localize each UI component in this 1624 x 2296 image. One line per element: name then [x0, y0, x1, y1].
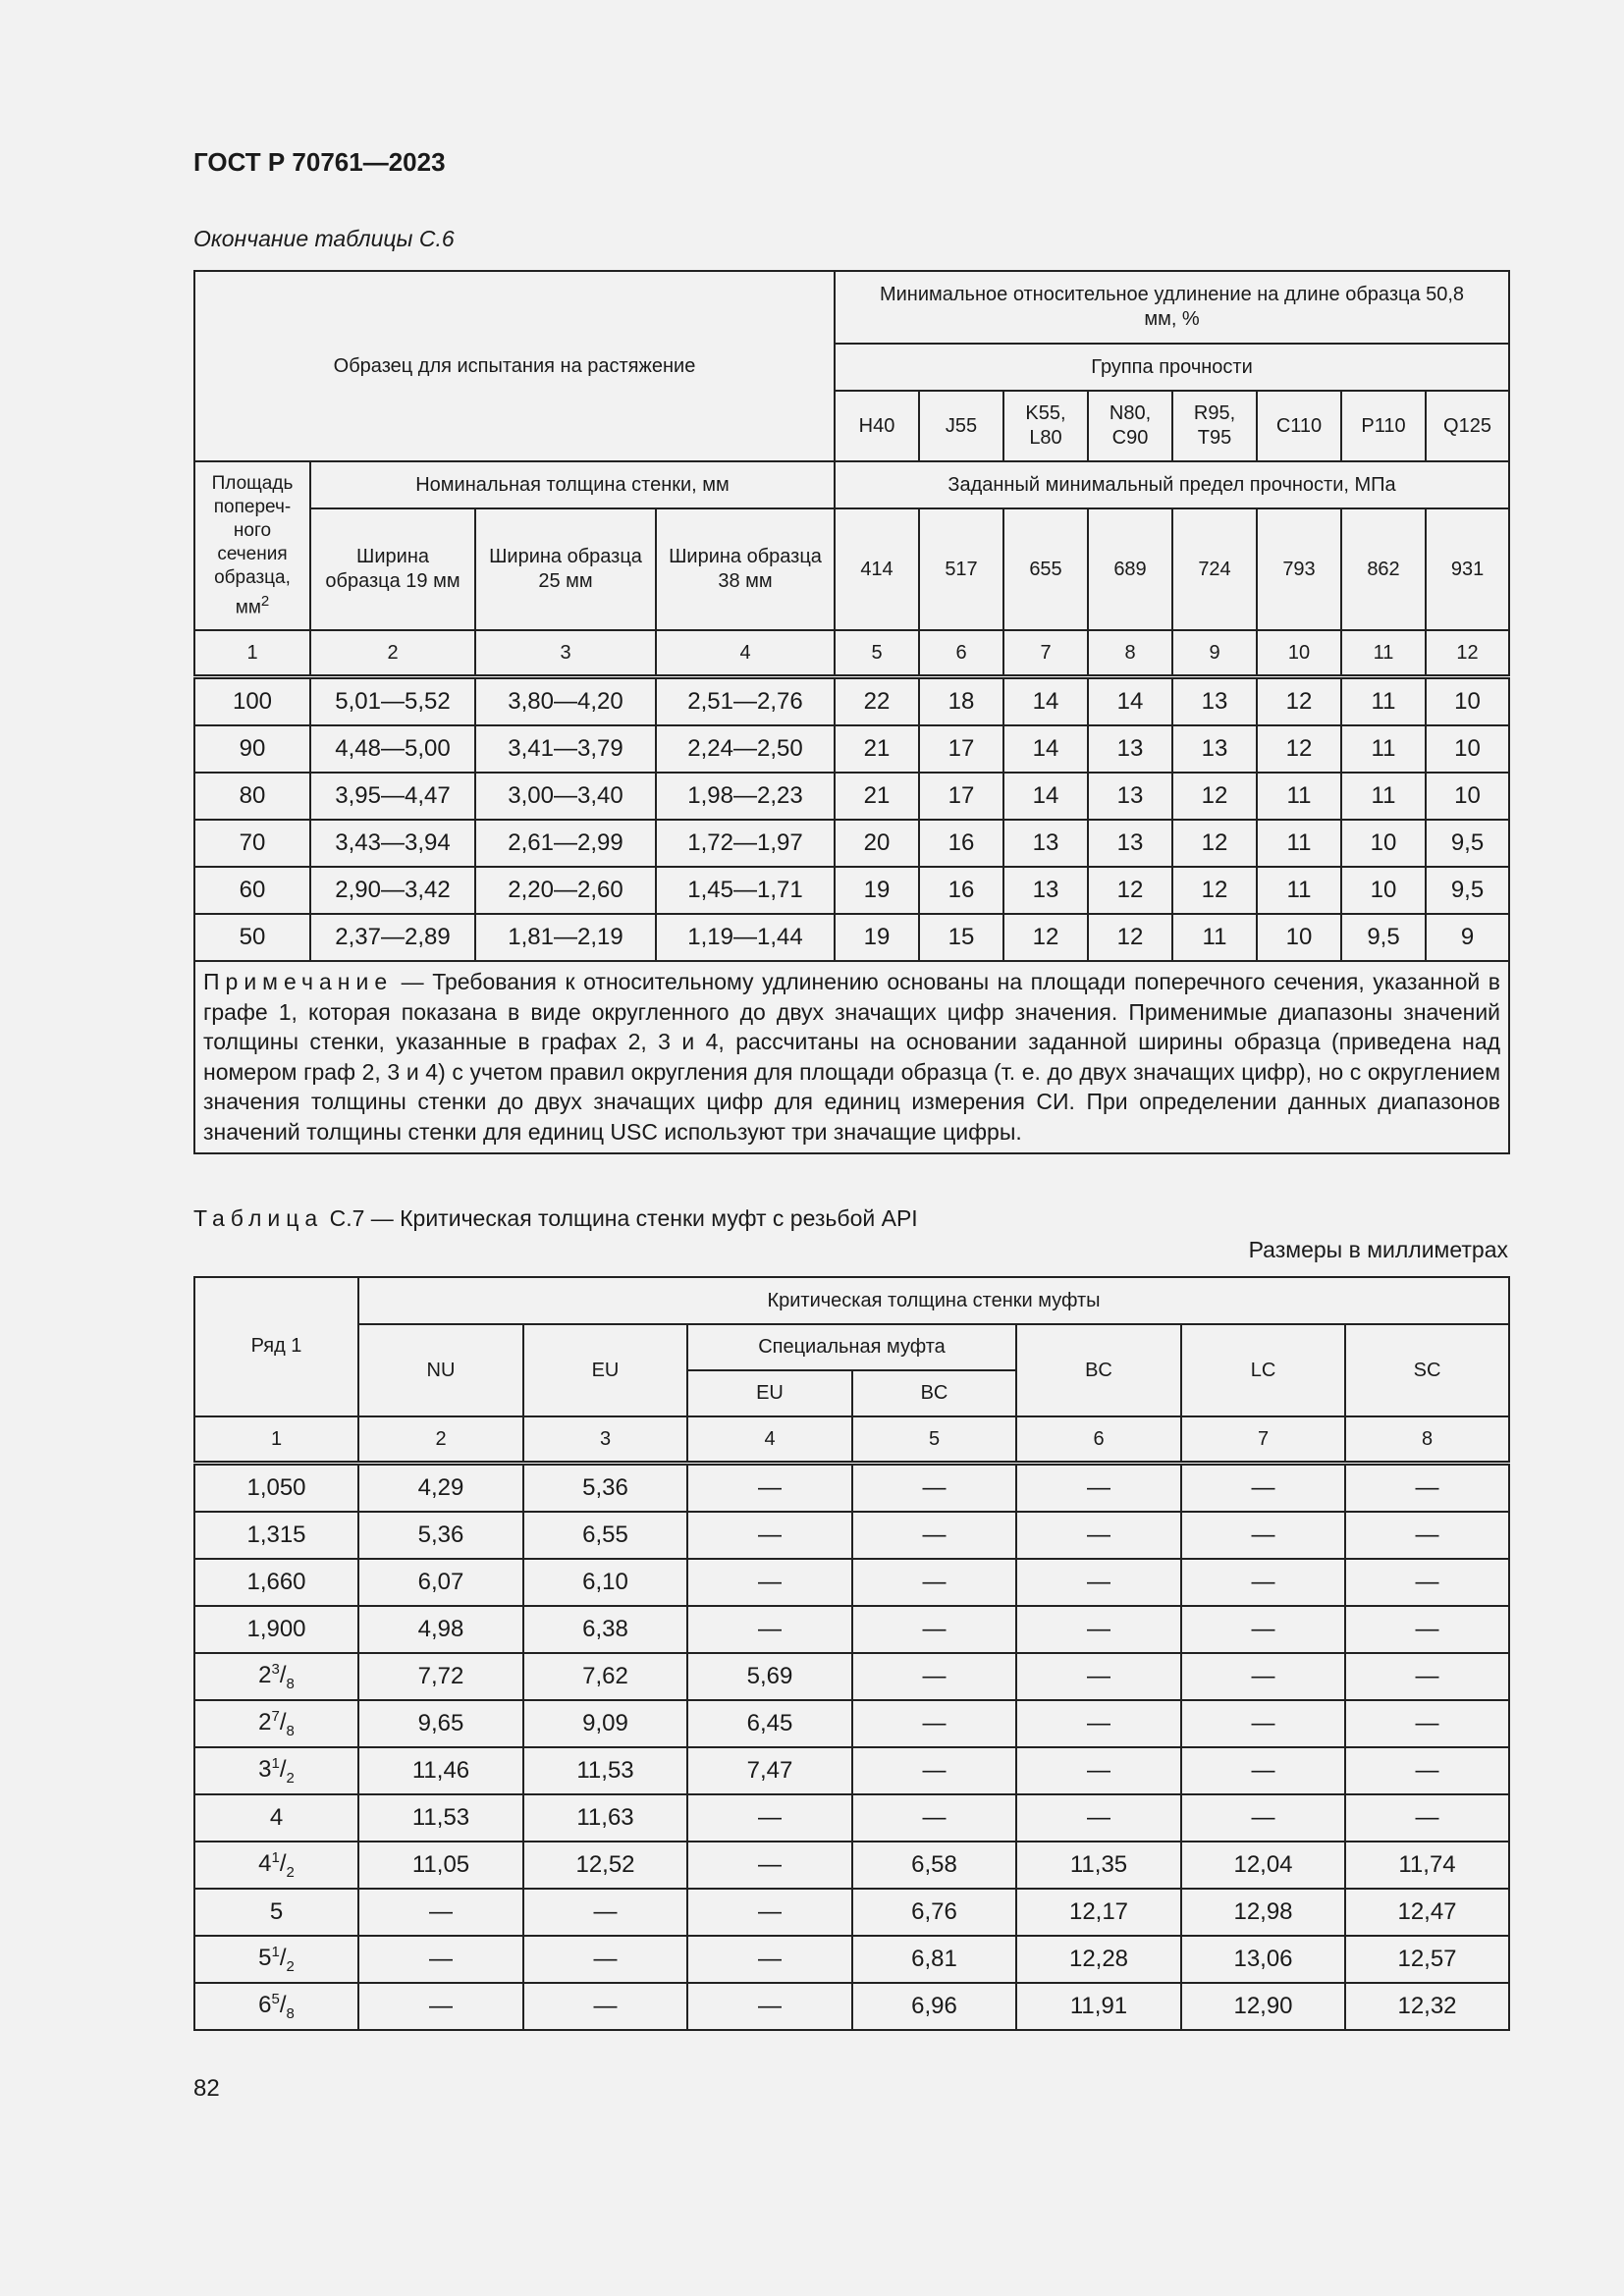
- table-cell: 3,80—4,20: [475, 677, 656, 726]
- header-row-size: Ряд 1: [194, 1277, 358, 1416]
- table-cell: —: [1181, 1606, 1345, 1653]
- group-cell: P110: [1341, 391, 1426, 461]
- table-cell: 13: [1088, 773, 1172, 820]
- header-lc: LC: [1181, 1324, 1345, 1416]
- table-cell: —: [687, 1512, 852, 1559]
- header-thickness: Номинальная толщина стенки, мм: [310, 461, 835, 508]
- tensile-cell: 655: [1003, 508, 1088, 630]
- column-number: 7: [1181, 1416, 1345, 1464]
- table-cell: —: [1016, 1559, 1181, 1606]
- table-cell: 100: [194, 677, 310, 726]
- table-cell: —: [1181, 1653, 1345, 1700]
- header-elongation: Минимальное относительное удлинение на длине образца 50,8 мм, %: [835, 271, 1509, 344]
- pipe-size-cell: [194, 1889, 358, 1936]
- size-numerator: 1: [271, 1849, 280, 1867]
- table-cell: 5,36: [523, 1464, 687, 1513]
- pipe-size-cell: $4^1/_2$: [194, 1842, 358, 1889]
- table-cell: —: [1345, 1653, 1509, 1700]
- table-cell: —: [1345, 1559, 1509, 1606]
- header-nu: NU: [358, 1324, 523, 1416]
- table-cell: 11,53: [523, 1747, 687, 1794]
- table-cell: 3,00—3,40: [475, 773, 656, 820]
- size-whole: 1,660: [246, 1569, 306, 1595]
- table-cell: 90: [194, 725, 310, 773]
- header-tensile: Заданный минимальный предел прочности, МПа: [835, 461, 1509, 508]
- table-row: [194, 1842, 1509, 1889]
- table-cell: 12,17: [1016, 1889, 1181, 1936]
- table-row: [194, 1747, 1509, 1794]
- table-cell: 2,61—2,99: [475, 820, 656, 867]
- table-cell: 12,52: [523, 1842, 687, 1889]
- table-cell: 6,81: [852, 1936, 1016, 1983]
- column-number: 1: [194, 1416, 358, 1464]
- size-denominator: 8: [286, 2004, 295, 2022]
- table-c7: [193, 1276, 1510, 2031]
- table-cell: —: [1345, 1794, 1509, 1842]
- table-cell: 9: [1426, 914, 1509, 961]
- column-number: 12: [1426, 630, 1509, 677]
- table-cell: —: [1345, 1512, 1509, 1559]
- table-cell: —: [358, 1889, 523, 1936]
- table-cell: 11,46: [358, 1747, 523, 1794]
- pipe-size-cell: $3^1/_2$: [194, 1747, 358, 1794]
- table-row: [194, 1464, 1509, 1513]
- table-cell: 20: [835, 820, 919, 867]
- column-number: 8: [1345, 1416, 1509, 1464]
- size-whole: 4: [258, 1850, 272, 1878]
- table-cell: 12: [1088, 867, 1172, 914]
- size-numerator: 1: [271, 1944, 280, 1961]
- size-denominator: 2: [286, 1957, 295, 1975]
- table-cell: 2,20—2,60: [475, 867, 656, 914]
- table-cell: —: [852, 1653, 1016, 1700]
- table-cell: 9,5: [1426, 820, 1509, 867]
- pipe-size-cell: $2^7/_8$: [194, 1700, 358, 1747]
- table-cell: 3,41—3,79: [475, 725, 656, 773]
- tensile-cell: 724: [1172, 508, 1257, 630]
- pipe-size-cell: $6^5/_8$: [194, 1983, 358, 2030]
- table-row: [194, 867, 1509, 914]
- table-cell: —: [852, 1747, 1016, 1794]
- table-c7-units: Размеры в миллиметрах: [1248, 1237, 1508, 1262]
- table-cell: —: [1181, 1747, 1345, 1794]
- tensile-cell: 931: [1426, 508, 1509, 630]
- table-cell: 1,72—1,97: [656, 820, 835, 867]
- header-special-bc: BC: [852, 1370, 1016, 1416]
- table-cell: 11: [1341, 677, 1426, 726]
- table-cell: 9,5: [1426, 867, 1509, 914]
- table-cell: 10: [1341, 867, 1426, 914]
- table-cell: 11,63: [523, 1794, 687, 1842]
- table-cell: —: [687, 1842, 852, 1889]
- column-number: 9: [1172, 630, 1257, 677]
- table-cell: —: [1016, 1653, 1181, 1700]
- table-row: [194, 1983, 1509, 2030]
- table-cell: —: [852, 1512, 1016, 1559]
- table-cell: 80: [194, 773, 310, 820]
- table-cell: —: [1016, 1606, 1181, 1653]
- table-cell: 50: [194, 914, 310, 961]
- column-number: 3: [475, 630, 656, 677]
- table-cell: 17: [919, 725, 1003, 773]
- table-row: [194, 1936, 1509, 1983]
- table-cell: 13: [1088, 725, 1172, 773]
- table-cell: 1,98—2,23: [656, 773, 835, 820]
- table-cell: 12: [1257, 677, 1341, 726]
- header-critical-thickness: Критическая толщина стенки муфты: [358, 1277, 1509, 1324]
- table-row: [194, 1606, 1509, 1653]
- table-row: [194, 1889, 1509, 1936]
- table-cell: 7,47: [687, 1747, 852, 1794]
- pipe-size-cell: [194, 1559, 358, 1606]
- table-cell: —: [1181, 1794, 1345, 1842]
- table-cell: —: [1181, 1512, 1345, 1559]
- table-cell: 11: [1172, 914, 1257, 961]
- table-cell: —: [358, 1983, 523, 2030]
- table-row: [194, 677, 1509, 726]
- table-cell: —: [1016, 1464, 1181, 1513]
- header-special-coupling: Специальная муфта: [687, 1324, 1016, 1370]
- table-cell: 12: [1172, 820, 1257, 867]
- group-cell: H40: [835, 391, 919, 461]
- header-area-text: Площадь попереч-ного сечения образца, мм: [211, 472, 294, 618]
- table-cell: 11: [1257, 773, 1341, 820]
- table-c7-body: [194, 1464, 1509, 2031]
- table-cell: 12,47: [1345, 1889, 1509, 1936]
- table-cell: —: [687, 1889, 852, 1936]
- table-row: [194, 914, 1509, 961]
- size-whole: 1,315: [246, 1522, 306, 1548]
- size-numerator: 5: [271, 1991, 280, 2008]
- table-cell: —: [852, 1559, 1016, 1606]
- table-cell: —: [852, 1606, 1016, 1653]
- table-cell: 5,01—5,52: [310, 677, 475, 726]
- table-cell: 11,91: [1016, 1983, 1181, 2030]
- table-cell: —: [687, 1606, 852, 1653]
- table-cell: —: [852, 1794, 1016, 1842]
- tensile-cell: 862: [1341, 508, 1426, 630]
- table-cell: 6,07: [358, 1559, 523, 1606]
- header-eu: EU: [523, 1324, 687, 1416]
- column-number: 4: [687, 1416, 852, 1464]
- header-strength-group: Группа прочности: [835, 344, 1509, 391]
- table-cell: 11,74: [1345, 1842, 1509, 1889]
- column-number: 5: [835, 630, 919, 677]
- table-cell: 10: [1426, 773, 1509, 820]
- column-number: 10: [1257, 630, 1341, 677]
- column-number: 6: [1016, 1416, 1181, 1464]
- table-cell: 2,90—3,42: [310, 867, 475, 914]
- table-row: [194, 1700, 1509, 1747]
- table-cell: 6,10: [523, 1559, 687, 1606]
- table-cell: 14: [1003, 677, 1088, 726]
- pipe-size-cell: [194, 1794, 358, 1842]
- table-cell: —: [852, 1700, 1016, 1747]
- header-area: [194, 461, 310, 630]
- table-cell: 11,35: [1016, 1842, 1181, 1889]
- pipe-size-cell: [194, 1512, 358, 1559]
- size-whole: 2: [258, 1709, 272, 1736]
- table-cell: 21: [835, 725, 919, 773]
- table-cell: 12: [1172, 867, 1257, 914]
- size-whole: 5: [258, 1945, 272, 1972]
- table-cell: 10: [1426, 725, 1509, 773]
- table-row: [194, 820, 1509, 867]
- table-note: [194, 961, 1509, 1153]
- table-cell: 9,5: [1341, 914, 1426, 961]
- size-whole: 5: [269, 1898, 284, 1925]
- table-cell: 7,62: [523, 1653, 687, 1700]
- table-cell: 12,90: [1181, 1983, 1345, 2030]
- header-specimen: Образец для испытания на растяжение: [194, 271, 835, 461]
- table-cell: 12,32: [1345, 1983, 1509, 2030]
- table-cell: 11: [1341, 725, 1426, 773]
- width-tensile-row: [194, 508, 1509, 630]
- pipe-size-cell: [194, 1606, 358, 1653]
- size-numerator: 1: [271, 1755, 280, 1773]
- column-number: 1: [194, 630, 310, 677]
- table-row: [194, 1794, 1509, 1842]
- group-cell: Q125: [1426, 391, 1509, 461]
- width-cell: Ширина образца 25 мм: [475, 508, 656, 630]
- table-cell: 11: [1257, 867, 1341, 914]
- group-cell: N80, C90: [1088, 391, 1172, 461]
- table-c7-caption: [193, 1205, 918, 1232]
- table-cell: 11: [1341, 773, 1426, 820]
- tensile-cell: 517: [919, 508, 1003, 630]
- table-cell: —: [1016, 1512, 1181, 1559]
- size-whole: 1,050: [246, 1474, 306, 1501]
- header-sc: SC: [1345, 1324, 1509, 1416]
- table-cell: 3,43—3,94: [310, 820, 475, 867]
- table-cell: —: [687, 1464, 852, 1513]
- table-cell: 1,45—1,71: [656, 867, 835, 914]
- table-c7-caption-text: С.7 — Критическая толщина стенки муфт с резьбой API: [323, 1205, 918, 1231]
- table-cell: 4,48—5,00: [310, 725, 475, 773]
- table-cell: 12,04: [1181, 1842, 1345, 1889]
- tensile-cell: 414: [835, 508, 919, 630]
- size-whole: 4: [269, 1804, 284, 1831]
- table-cell: 13: [1172, 725, 1257, 773]
- table-cell: 6,76: [852, 1889, 1016, 1936]
- table-cell: —: [523, 1889, 687, 1936]
- column-number-row: [194, 1416, 1509, 1464]
- table-cell: 6,45: [687, 1700, 852, 1747]
- table-cell: 11,53: [358, 1794, 523, 1842]
- size-whole: 2: [258, 1662, 272, 1689]
- table-cell: 4,98: [358, 1606, 523, 1653]
- table-cell: 12,98: [1181, 1889, 1345, 1936]
- table-cell: 2,37—2,89: [310, 914, 475, 961]
- table-cell: 13: [1003, 867, 1088, 914]
- table-cell: 19: [835, 914, 919, 961]
- table-c6-body: [194, 677, 1509, 962]
- table-cell: —: [1181, 1700, 1345, 1747]
- table-row: [194, 1512, 1509, 1559]
- table-cell: —: [1345, 1606, 1509, 1653]
- column-number: 5: [852, 1416, 1016, 1464]
- table-row: [194, 725, 1509, 773]
- table-cell: —: [1016, 1794, 1181, 1842]
- table-cell: —: [1016, 1747, 1181, 1794]
- table-cell: 5,36: [358, 1512, 523, 1559]
- table-cell: 17: [919, 773, 1003, 820]
- table-cell: —: [1345, 1464, 1509, 1513]
- table-c6: [193, 270, 1510, 1154]
- group-cell: K55, L80: [1003, 391, 1088, 461]
- size-denominator: 2: [286, 1769, 295, 1787]
- table-cell: —: [523, 1983, 687, 2030]
- table-cell: 3,95—4,47: [310, 773, 475, 820]
- table-cell: 12: [1003, 914, 1088, 961]
- tensile-cell: 793: [1257, 508, 1341, 630]
- column-number: 2: [310, 630, 475, 677]
- note-text: — Требования к относительному удлинению основаны на площади поперечного сечения, указанной в графе 1, которая показана в виде округленного до двух значащих цифр значения. Применимые диапазоны значений толщины стенки, указанные в графах 2, 3 и 4, рассчитаны на основании заданной ширины образца (приведена над номером граф 2, 3 и 4) с учетом правил округления для площади образца (т. е. до двух значащих цифр), но с округлением значения толщины стенки до двух значащих цифр для единиц измерения СИ. При определении данных диапазонов значений толщины стенки для единиц USC используют три значащие цифры.: [203, 969, 1501, 1145]
- table-cell: 6,55: [523, 1512, 687, 1559]
- table-cell: —: [1345, 1747, 1509, 1794]
- table-cell: —: [1181, 1464, 1345, 1513]
- note-label: Примечание: [203, 969, 394, 994]
- column-number: 11: [1341, 630, 1426, 677]
- table-cell: —: [687, 1983, 852, 2030]
- size-numerator: 3: [271, 1661, 280, 1679]
- table-c7-caption-label: Таблица: [193, 1205, 324, 1231]
- size-denominator: 8: [286, 1675, 295, 1692]
- table-cell: 12,28: [1016, 1936, 1181, 1983]
- table-cell: 1,81—2,19: [475, 914, 656, 961]
- table-cell: 7,72: [358, 1653, 523, 1700]
- table-row: [194, 773, 1509, 820]
- table-c6-caption: Окончание таблицы С.6: [193, 226, 455, 251]
- column-number: 8: [1088, 630, 1172, 677]
- table-cell: 14: [1088, 677, 1172, 726]
- table-row: [194, 1559, 1509, 1606]
- table-cell: 13: [1088, 820, 1172, 867]
- table-cell: 10: [1341, 820, 1426, 867]
- size-whole: 6: [258, 1992, 272, 2019]
- table-cell: 1,19—1,44: [656, 914, 835, 961]
- document-title: ГОСТ Р 70761—2023: [193, 147, 446, 177]
- table-cell: —: [523, 1936, 687, 1983]
- table-cell: 11: [1257, 820, 1341, 867]
- size-whole: 1,900: [246, 1616, 306, 1642]
- column-number: 3: [523, 1416, 687, 1464]
- group-cell: C110: [1257, 391, 1341, 461]
- header-special-eu: EU: [687, 1370, 852, 1416]
- table-cell: —: [358, 1936, 523, 1983]
- table-cell: 11,05: [358, 1842, 523, 1889]
- table-cell: 13: [1172, 677, 1257, 726]
- width-cell: Ширина образца 38 мм: [656, 508, 835, 630]
- table-cell: 21: [835, 773, 919, 820]
- size-denominator: 8: [286, 1722, 295, 1739]
- table-cell: —: [687, 1936, 852, 1983]
- table-cell: 2,24—2,50: [656, 725, 835, 773]
- table-cell: 14: [1003, 773, 1088, 820]
- table-cell: 16: [919, 820, 1003, 867]
- header-bc: BC: [1016, 1324, 1181, 1416]
- table-cell: 16: [919, 867, 1003, 914]
- table-cell: —: [687, 1559, 852, 1606]
- table-cell: —: [1345, 1700, 1509, 1747]
- table-cell: 9,65: [358, 1700, 523, 1747]
- table-cell: 13,06: [1181, 1936, 1345, 1983]
- table-cell: 19: [835, 867, 919, 914]
- header-area-sup: 2: [260, 592, 270, 610]
- table-cell: —: [852, 1464, 1016, 1513]
- group-cell: R95, T95: [1172, 391, 1257, 461]
- table-cell: 12: [1172, 773, 1257, 820]
- table-row: [194, 1653, 1509, 1700]
- table-cell: 22: [835, 677, 919, 726]
- table-cell: 6,38: [523, 1606, 687, 1653]
- table-cell: 70: [194, 820, 310, 867]
- table-cell: —: [687, 1794, 852, 1842]
- table-cell: 12: [1257, 725, 1341, 773]
- table-cell: 14: [1003, 725, 1088, 773]
- page-number: 82: [193, 2075, 220, 2102]
- column-number: 2: [358, 1416, 523, 1464]
- table-cell: 9,09: [523, 1700, 687, 1747]
- table-cell: —: [1016, 1700, 1181, 1747]
- table-cell: 4,29: [358, 1464, 523, 1513]
- table-cell: 10: [1257, 914, 1341, 961]
- table-cell: 15: [919, 914, 1003, 961]
- column-number: 6: [919, 630, 1003, 677]
- table-cell: 10: [1426, 677, 1509, 726]
- table-cell: 60: [194, 867, 310, 914]
- table-cell: 5,69: [687, 1653, 852, 1700]
- pipe-size-cell: $2^3/_8$: [194, 1653, 358, 1700]
- table-cell: 6,96: [852, 1983, 1016, 2030]
- column-number: 4: [656, 630, 835, 677]
- table-cell: 12,57: [1345, 1936, 1509, 1983]
- table-cell: 6,58: [852, 1842, 1016, 1889]
- column-number: 7: [1003, 630, 1088, 677]
- size-numerator: 7: [271, 1708, 280, 1726]
- size-whole: 3: [258, 1756, 272, 1784]
- table-cell: 18: [919, 677, 1003, 726]
- group-cell: J55: [919, 391, 1003, 461]
- column-number-row: [194, 630, 1509, 677]
- table-cell: 13: [1003, 820, 1088, 867]
- table-cell: —: [1181, 1559, 1345, 1606]
- width-cell: Ширина образца 19 мм: [310, 508, 475, 630]
- pipe-size-cell: [194, 1464, 358, 1513]
- tensile-cell: 689: [1088, 508, 1172, 630]
- table-cell: 2,51—2,76: [656, 677, 835, 726]
- table-cell: 12: [1088, 914, 1172, 961]
- size-denominator: 2: [286, 1863, 295, 1881]
- pipe-size-cell: $5^1/_2$: [194, 1936, 358, 1983]
